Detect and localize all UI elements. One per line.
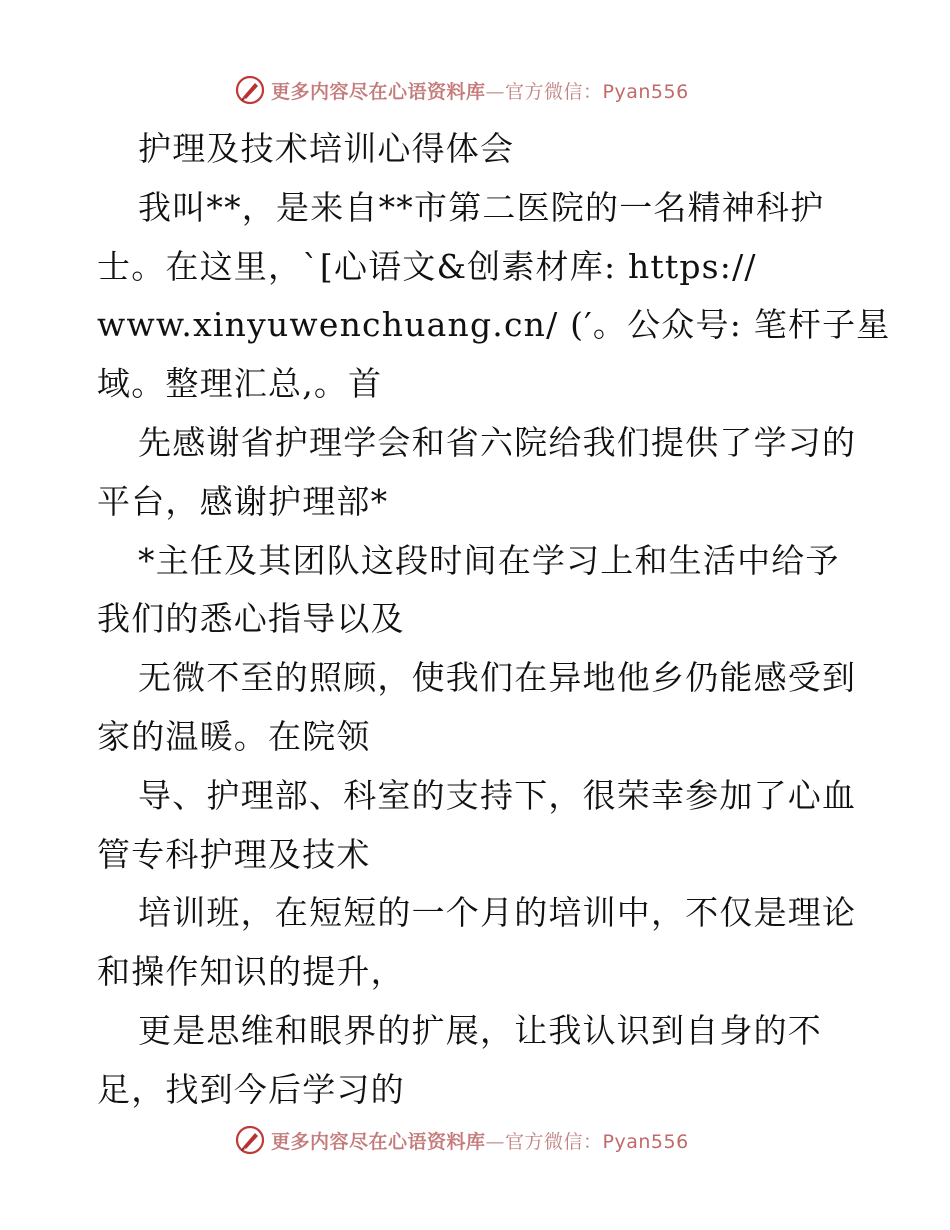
banner-main-text: 更多内容尽在心语资料库	[271, 1130, 486, 1153]
banner-dash: —	[485, 80, 506, 103]
banner-sub-text: 官方微信：	[505, 1130, 603, 1153]
text-line: 平台，感谢护理部*	[97, 481, 389, 521]
banner-main-text: 更多内容尽在心语资料库	[271, 80, 486, 103]
text-line: 无微不至的照顾，使我们在异地他乡仍能感受到	[138, 658, 857, 698]
text-line: 更是思维和眼界的扩展，让我认识到自身的不	[138, 1010, 822, 1050]
text-line: 培训班，在短短的一个月的培训中，不仅是理论	[138, 893, 857, 933]
document-title: 护理及技术培训心得体会	[138, 129, 515, 168]
quill-logo-icon	[235, 1125, 265, 1155]
text-line: 和操作知识的提升，	[97, 952, 405, 992]
text-line: 足，找到今后学习的	[97, 1069, 405, 1109]
text-line: 管专科护理及技术	[97, 834, 371, 874]
text-line: 家的温暖。在院领	[97, 716, 371, 756]
footer-banner	[235, 1122, 755, 1158]
text-line: 士。在这里，`[心语文&创素材库: https://	[97, 246, 757, 286]
banner-dash: —	[485, 1130, 506, 1153]
text-line: 先感谢省护理学会和省六院给我们提供了学习的	[138, 422, 857, 462]
text-line: www.xinyuwenchuang.cn/ (′。公众号: 笔杆子星	[97, 305, 891, 345]
text-line: 我叫**，是来自**市第二医院的一名精神科护	[138, 187, 825, 227]
banner-text	[271, 77, 689, 104]
body-text	[97, 120, 891, 1120]
quill-logo-icon	[235, 75, 265, 105]
text-line: 导、护理部、科室的支持下，很荣幸参加了心血	[138, 775, 857, 815]
text-line: 我们的悉心指导以及	[97, 599, 405, 639]
banner-wechat-id: Pyan556	[602, 80, 689, 103]
text-line: *主任及其团队这段时间在学习上和生活中给予	[138, 540, 840, 580]
banner-wechat-id: Pyan556	[602, 1130, 689, 1153]
banner-sub-text: 官方微信：	[505, 80, 603, 103]
header-banner	[235, 72, 755, 108]
banner-text	[271, 1127, 689, 1154]
text-line: 域。整理汇总,。首	[97, 364, 383, 404]
